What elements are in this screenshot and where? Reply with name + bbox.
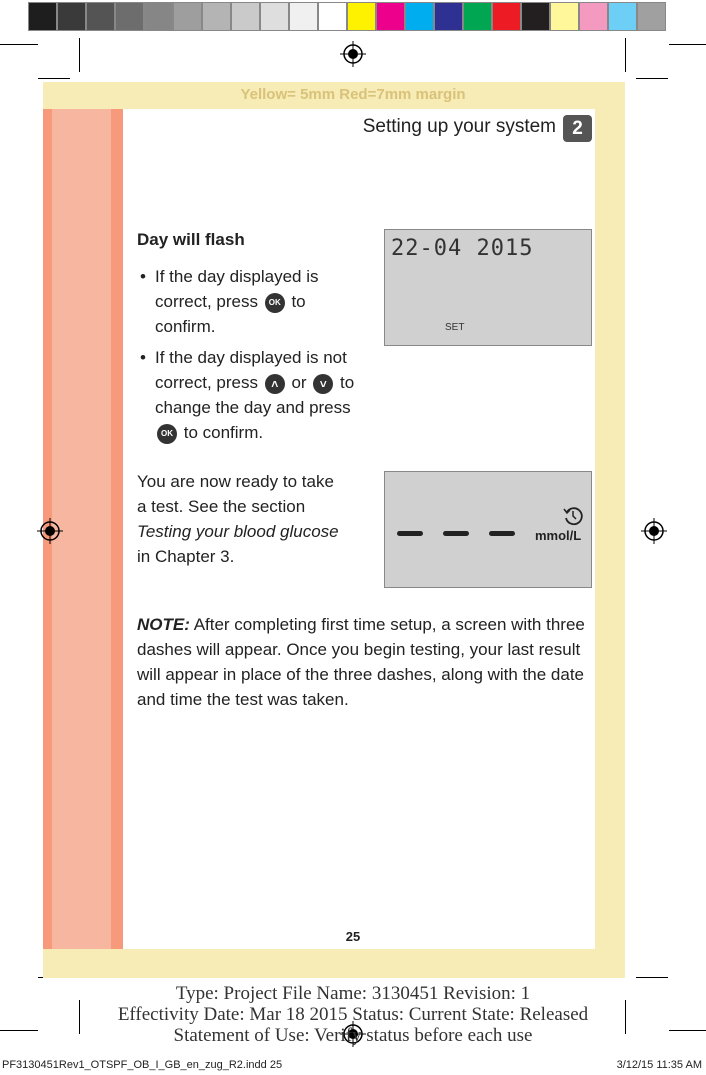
- bullet-text: to confirm.: [155, 292, 306, 336]
- bullet-text: to change the day and press: [155, 373, 355, 417]
- clock-icon: [563, 506, 583, 526]
- color-swatch: [115, 2, 144, 31]
- meter-screen-set-date: [384, 229, 592, 346]
- color-swatch: [231, 2, 260, 31]
- crop-mark: [0, 44, 38, 45]
- color-swatch: [579, 2, 608, 31]
- file-slug: PF3130451Rev1_OTSPF_OB_I_GB_en_zug_R2.indd 25: [2, 1059, 283, 1071]
- page-number: 25: [345, 929, 361, 944]
- chapter-title: Setting up your system: [362, 116, 556, 137]
- color-swatch: [260, 2, 289, 31]
- screen-set-label: SET: [445, 322, 465, 333]
- color-swatch: [57, 2, 86, 31]
- ok-button-icon: OK: [265, 293, 285, 313]
- color-swatch: [202, 2, 231, 31]
- down-button-icon: ˅: [313, 374, 333, 394]
- color-swatch: [86, 2, 115, 31]
- color-swatch: [318, 2, 347, 31]
- registration-mark-icon: [641, 518, 667, 544]
- registration-mark-icon: [37, 518, 63, 544]
- note-label: NOTE:: [137, 615, 190, 634]
- screen-date: 22-04 2015: [391, 236, 534, 261]
- meter-screen-dashes: [384, 471, 592, 588]
- crop-mark: [669, 44, 706, 45]
- color-swatch: [144, 2, 173, 31]
- color-swatch: [289, 2, 318, 31]
- chapter-badge: 2: [563, 115, 592, 142]
- note-paragraph: [137, 612, 592, 712]
- ready-line: a test. See the section: [137, 497, 306, 516]
- bullet-item: [140, 345, 370, 445]
- color-swatch: [550, 2, 579, 31]
- color-swatch: [608, 2, 637, 31]
- bullet-text: or: [291, 373, 307, 392]
- color-swatch: [492, 2, 521, 31]
- color-swatch: [347, 2, 376, 31]
- crop-mark: [636, 977, 668, 978]
- color-swatch: [521, 2, 550, 31]
- section-reference: Testing your blood glucose: [137, 522, 339, 541]
- document-stamp-line: Statement of Use: Verify status before each use: [173, 1025, 533, 1046]
- note-text: After completing first time setup, a screen with three dashes will appear. Once you begin testing, your last result will appear in place of the three dashes, along with the date and time the test was taken.: [137, 615, 585, 709]
- unit-label: mmol/L: [535, 528, 582, 543]
- document-stamp-line: Effectivity Date: Mar 18 2015 Status: Current State: Released: [117, 1004, 589, 1025]
- color-swatch: [463, 2, 492, 31]
- ok-button-icon: OK: [157, 424, 177, 444]
- bullet-text: to confirm.: [183, 423, 264, 442]
- bullet-dot: •: [140, 267, 146, 286]
- color-swatch: [434, 2, 463, 31]
- bullet-item: [140, 264, 370, 339]
- margin-note: Yellow= 5mm Red=7mm margin: [240, 86, 466, 103]
- document-stamp-line: Type: Project File Name: 3130451 Revision: 1: [175, 983, 531, 1004]
- color-swatch: [405, 2, 434, 31]
- ready-line: in Chapter 3.: [137, 547, 235, 566]
- dash-segment: [397, 531, 423, 536]
- crop-mark: [625, 38, 626, 72]
- crop-mark: [79, 38, 80, 72]
- crop-mark: [38, 78, 70, 79]
- registration-mark-icon: [340, 41, 366, 67]
- dash-segment: [443, 531, 469, 536]
- dash-segment: [489, 531, 515, 536]
- bullet-text: If the day displayed is not correct, press: [155, 348, 347, 392]
- date-slug: 3/12/15 11:35 AM: [616, 1059, 702, 1071]
- ready-line: You are now ready to take: [137, 472, 334, 491]
- ready-paragraph: [137, 469, 367, 569]
- bullet-text: If the day displayed is correct, press: [155, 267, 319, 311]
- color-swatch: [173, 2, 202, 31]
- color-swatch: [637, 2, 666, 31]
- up-button-icon: ˄: [265, 374, 285, 394]
- section-title: Day will flash: [137, 230, 245, 249]
- crop-mark: [636, 78, 668, 79]
- bullet-dot: •: [140, 348, 146, 367]
- color-swatch: [376, 2, 405, 31]
- color-swatch: [28, 2, 57, 31]
- color-bar: [28, 2, 666, 31]
